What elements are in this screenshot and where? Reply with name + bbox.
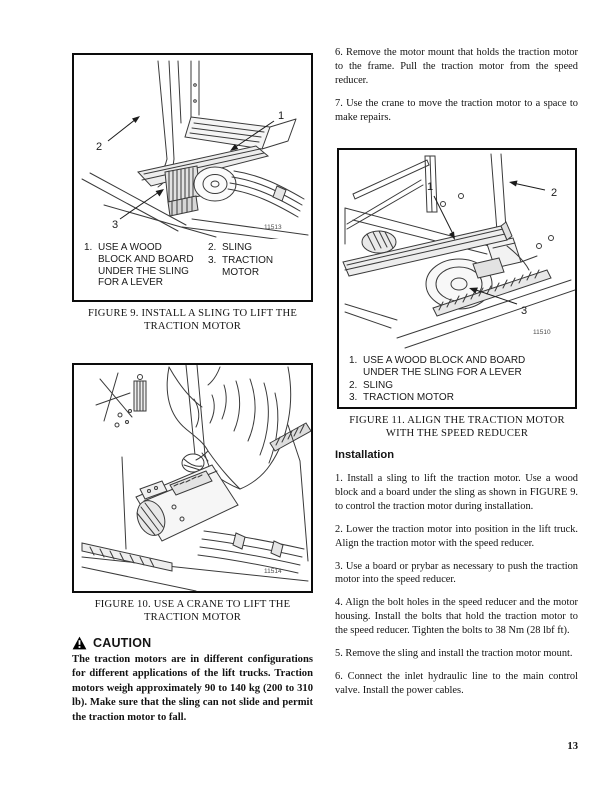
legend-item: 2. SLING bbox=[349, 379, 394, 391]
figure-10-illustration bbox=[74, 365, 311, 591]
paragraph-6: 6. Remove the motor mount that holds the traction motor to the frame. Pull the traction motor from the speed reducer. bbox=[335, 47, 578, 86]
figure-11-legend bbox=[339, 353, 575, 404]
installation-heading: Installation bbox=[335, 449, 395, 461]
arrowhead bbox=[132, 116, 140, 123]
legend-item: 2. SLING bbox=[208, 242, 253, 253]
figure-9-legend bbox=[74, 239, 311, 290]
installation-section bbox=[335, 449, 578, 707]
warning-triangle-icon bbox=[72, 636, 87, 650]
caution-text: The traction motors are in different configurations for different applications of the lift trucks. Traction motors weigh approximately 90 to 140 kg (200 to 310 lb). Make sure that the sling can not slide and permit the traction motor to fall. bbox=[72, 654, 313, 723]
figure-9-callout-1: 1 bbox=[278, 110, 285, 122]
arrowhead bbox=[509, 181, 518, 187]
caution-label: CAUTION bbox=[93, 636, 152, 650]
page-number: 13 bbox=[567, 741, 578, 752]
legend-item: 1. USE A WOOD BLOCK AND BOARD UNDER THE SLING FOR A LEVER bbox=[84, 242, 194, 289]
figure-11-callout-2: 2 bbox=[551, 187, 558, 199]
figure-9-caption: FIGURE 9. INSTALL A SLING TO LIFT THE TRACTION MOTOR bbox=[87, 308, 297, 333]
caution-heading bbox=[72, 636, 313, 650]
figure-11-image-id: 11510 bbox=[533, 329, 551, 336]
figure-11-illustration bbox=[339, 150, 575, 353]
figure-10-caption: FIGURE 10. USE A CRANE TO LIFT THE TRACTION MOTOR bbox=[94, 599, 291, 624]
figure-9-callout-3: 3 bbox=[112, 219, 119, 231]
figure-9-image-id: 11513 bbox=[264, 224, 282, 231]
arrowhead bbox=[156, 189, 165, 197]
figure-11-callout-1: 1 bbox=[427, 181, 434, 193]
figure-9-box bbox=[72, 53, 313, 302]
installation-step-5: 5. Remove the sling and install the traction motor mount. bbox=[335, 648, 573, 660]
figure-9-illustration bbox=[74, 55, 311, 239]
caution-block bbox=[72, 636, 313, 725]
figure-10-box bbox=[72, 363, 313, 593]
figure-9-callout-2: 2 bbox=[96, 141, 103, 153]
installation-step-6: 6. Connect the inlet hydraulic line to the main control valve. Install the power cables. bbox=[335, 670, 578, 696]
installation-step-3: 3. Use a board or prybar as necessary to push the traction motor into the speed reducer. bbox=[335, 560, 578, 586]
figure-11-caption: FIGURE 11. ALIGN THE TRACTION MOTOR WITH THE SPEED REDUCER bbox=[349, 415, 565, 440]
installation-step-1: 1. Install a sling to lift the traction motor. Use a wood block and a board under the sling as shown in FIGURE 9. to control the traction motor during installation. bbox=[335, 473, 578, 512]
paragraph-7: 7. Use the crane to move the traction motor to a space to make repairs. bbox=[335, 97, 578, 123]
legend-item: 3. TRACTION MOTOR bbox=[349, 392, 454, 404]
right-column-intro bbox=[335, 46, 578, 134]
figure-11-callout-3: 3 bbox=[521, 305, 528, 317]
figure-11-box bbox=[337, 148, 577, 409]
legend-item: 1. USE A WOOD BLOCK AND BOARD UNDER THE SLING FOR A LEVER bbox=[349, 355, 526, 378]
installation-step-2: 2. Lower the traction motor into position in the lift truck. Align the traction motor with the speed reducer. bbox=[335, 523, 578, 549]
figure-10-image-id: 11514 bbox=[264, 568, 282, 575]
installation-step-4: 4. Align the bolt holes in the speed reducer and the motor housing. Install the bolts that hold the traction motor to the speed reducer. Tighten the bolts to 38 Nm (28 lbf ft). bbox=[335, 597, 578, 637]
legend-item: 3. TRACTION MOTOR bbox=[208, 254, 274, 278]
